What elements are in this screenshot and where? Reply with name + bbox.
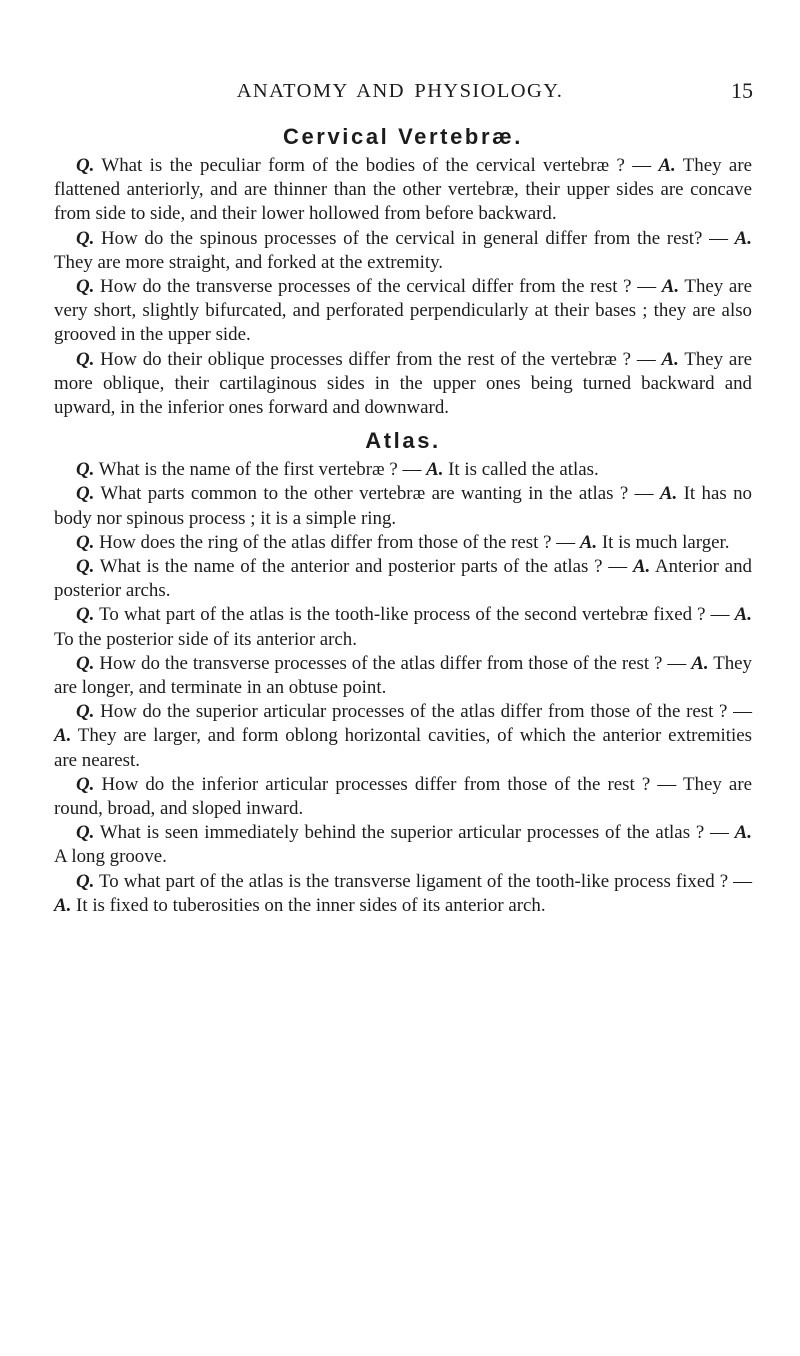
answer-mark-label: A. <box>54 725 72 747</box>
question-mark-label: Q. <box>76 276 95 298</box>
answer-mark-label: A. <box>54 894 72 916</box>
answer-mark-label: A. <box>734 227 752 249</box>
answer-mark-label: A. <box>661 276 680 298</box>
qa-paragraph <box>54 821 752 869</box>
answer-text: Anterior and posterior archs. <box>54 556 752 602</box>
answer-text: They are larger, and form oblong horizontal cavities, of which the anterior extremities are nearest. <box>54 725 752 771</box>
qa-paragraph <box>54 700 752 773</box>
answer-text: It is called the atlas. <box>443 459 599 481</box>
question-mark-label: Q. <box>76 483 95 505</box>
answer-text: It has no body nor spinous process ; it is a simple ring. <box>54 483 753 529</box>
answer-mark-label: A. <box>658 155 676 176</box>
question-mark-label: Q. <box>76 773 95 795</box>
body-text <box>54 124 752 918</box>
question-mark-label: Q. <box>76 348 95 370</box>
question-mark-label: Q. <box>76 701 95 723</box>
section-heading: Cervical Vertebræ. <box>282 124 524 149</box>
qa-paragraph <box>54 870 752 918</box>
qa-paragraph <box>54 348 752 421</box>
question-text: How do the spinous processes of the cervical in general differ from the rest? — <box>94 227 735 249</box>
qa-paragraph <box>54 773 752 821</box>
question-mark-label: Q. <box>76 459 95 481</box>
answer-mark-label: A. <box>579 531 598 553</box>
running-head <box>0 78 800 108</box>
question-text: To what part of the atlas is the transverse ligament of the tooth-like process fixed ? — <box>94 870 752 892</box>
qa-paragraph <box>54 603 752 651</box>
page-number: 15 <box>731 78 753 103</box>
question-mark-label: Q. <box>76 227 95 249</box>
qa-paragraph <box>54 458 752 482</box>
question-text: What is the peculiar form of the bodies of the cervical vertebræ ? — <box>94 155 659 176</box>
answer-text: They are more oblique, their cartilaginous sides in the upper ones being turned backward and upward, in the inferior ones forward and downward. <box>54 348 752 419</box>
qa-paragraph <box>54 275 752 348</box>
qa-paragraph <box>54 227 752 275</box>
qa-paragraph <box>54 154 752 227</box>
answer-mark-label: A. <box>691 652 709 674</box>
answer-text: They are flattened anteriorly, and are thinner than the other vertebræ, their upper sides are concave from side to side, and their lower hollowed from before backward. <box>54 155 752 225</box>
answer-text: They are longer, and terminate in an obtuse point. <box>54 652 753 699</box>
question-mark-label: Q. <box>76 604 95 626</box>
question-text: How do the transverse processes of the cervical differ from the rest ? — <box>94 276 662 298</box>
qa-paragraph <box>54 555 752 603</box>
question-mark-label: Q. <box>76 531 95 553</box>
running-title: ANATOMY AND PHYSIOLOGY. <box>236 80 564 102</box>
answer-mark-label: A. <box>734 604 752 626</box>
answer-text: It is much larger. <box>597 531 730 553</box>
question-mark-label: Q. <box>76 822 95 844</box>
question-text: How do the inferior articular processes differ from those of the rest ? — They are round, broad, and sloped inward. <box>54 773 752 820</box>
section-cervical-vertebrae <box>54 124 752 420</box>
section-heading: Atlas. <box>365 428 441 454</box>
question-text: What parts common to the other vertebræ are wanting in the atlas ? — <box>94 483 660 505</box>
qa-paragraph <box>54 531 752 555</box>
answer-mark-label: A. <box>734 822 752 844</box>
answer-mark-label: A. <box>426 459 444 481</box>
question-text: To what part of the atlas is the tooth-like process of the second vertebræ fixed ? — <box>94 604 735 626</box>
answer-text: A long groove. <box>54 846 167 868</box>
answer-mark-label: A. <box>632 556 651 578</box>
answer-text: They are more straight, and forked at the extremity. <box>54 251 444 273</box>
answer-text: They are very short, slightly bifurcated, and perforated perpendicularly at their bases ; they are also grooved in the upper side. <box>54 276 752 346</box>
question-text: How do the transverse processes of the atlas differ from those of the rest ? — <box>94 652 692 674</box>
question-mark-label: Q. <box>76 652 95 674</box>
question-text: What is seen immediately behind the superior articular processes of the atlas ? — <box>94 822 735 844</box>
question-text: How do their oblique processes differ from the rest of the vertebræ ? — <box>94 348 662 370</box>
question-text: How does the ring of the atlas differ from those of the rest ? — <box>94 531 580 553</box>
answer-mark-label: A. <box>659 483 678 505</box>
question-mark-label: Q. <box>76 870 95 892</box>
question-mark-label: Q. <box>76 556 95 578</box>
question-text: What is the name of the anterior and posterior parts of the atlas ? — <box>94 556 633 578</box>
qa-paragraph <box>54 652 752 700</box>
answer-text: It is fixed to tuberosities on the inner sides of its anterior arch. <box>71 894 546 916</box>
qa-paragraph <box>54 482 752 530</box>
answer-mark-label: A. <box>661 348 679 370</box>
question-text: What is the name of the first vertebræ ? — <box>94 459 427 481</box>
section-atlas <box>54 428 752 918</box>
answer-text: To the posterior side of its anterior arch. <box>54 628 357 650</box>
question-text: How do the superior articular processes of the atlas differ from those of the rest ? — <box>94 701 752 723</box>
question-mark-label: Q. <box>76 155 95 176</box>
